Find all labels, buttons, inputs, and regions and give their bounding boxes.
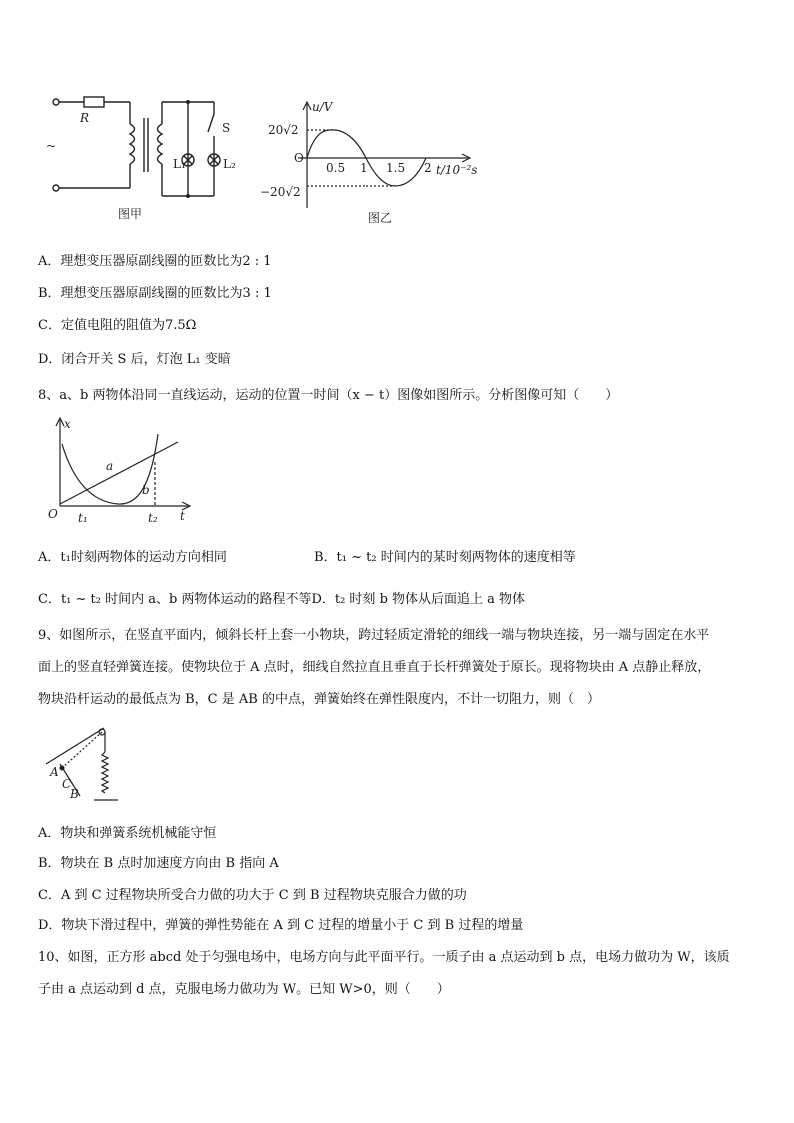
q8-option-b: B．t₁ ~ t₂ 时间内的某时刻两物体的速度相等: [314, 550, 576, 565]
q10-stem-1: 10、如图，正方形 abcd 处于匀强电场中，电场方向与此平面平行。一质子由 a 点运动到 b 点，电场力做功为 W，该质: [38, 950, 730, 965]
q7-option-d: D．闭合开关 S 后，灯泡 L₁ 变暗: [38, 352, 231, 367]
circuit-diagram: [18, 88, 258, 228]
q9-option-a: A．物块和弹簧系统机械能守恒: [38, 826, 217, 841]
incline-spring-figure: [40, 724, 130, 804]
resistor-label: R: [80, 111, 90, 125]
q9-option-d: D．物块下滑过程中，弹簧的弹性势能在 A 到 C 过程的增量小于 C 到 B 过程的增量: [38, 918, 524, 933]
q8-option-cd: C．t₁ ~ t₂ 时间内 a、b 两物体运动的路程不等D．t₂ 时刻 b 物体从后面追上 a 物体: [38, 592, 526, 607]
q8-option-a: A．t₁时刻两物体的运动方向相同: [38, 550, 227, 565]
xt-origin: O: [48, 507, 58, 521]
xt-x-label: x: [64, 417, 71, 431]
q8-stem: 8、a、b 两物体沿同一直线运动，运动的位置一时间（x − t）图像如图所示。分析图像可知（ ）: [38, 388, 619, 403]
xt-t1: t₁: [78, 511, 88, 525]
xt-t2: t₂: [148, 511, 158, 525]
graph-caption: 图乙: [368, 211, 393, 225]
xt-graph: [44, 414, 204, 530]
q9-stem-2: 面上的竖直轻弹簧连接。使物块位于 A 点时，细线自然拉直且垂直于长杆弹簧处于原长。现将物块由 A 点静止释放，: [38, 660, 711, 675]
xt-t-label: t: [180, 509, 185, 523]
xt-curve-b: b: [142, 483, 150, 497]
q7-option-a: A．理想变压器原副线圈的匝数比为2 : 1: [38, 254, 272, 269]
graph-tick-0: 0.5: [326, 161, 346, 175]
q9-stem-3: 物块沿杆运动的最低点为 B，C 是 AB 的中点，弹簧始终在弹性限度内，不计一切阻力，则（ ）: [38, 692, 600, 707]
switch-label: S: [222, 121, 231, 135]
graph-origin: O: [294, 151, 304, 165]
graph-ymax: 20√2: [268, 123, 299, 137]
q9-stem-1: 9、如图所示，在竖直平面内，倾斜长杆上套一小物块，跨过轻质定滑轮的细线一端与物块连接，另一端与固定在水平: [38, 628, 710, 643]
point-C: C: [62, 777, 72, 791]
point-A: A: [50, 765, 59, 779]
graph-ylabel: u/V: [312, 100, 333, 114]
graph-tick-1: 1: [360, 161, 368, 175]
q7-option-c: C．定值电阻的阻值为7.5Ω: [38, 318, 197, 333]
xt-line-a: a: [106, 459, 114, 473]
q7-option-b: B．理想变压器原副线圈的匝数比为3 : 1: [38, 286, 272, 301]
voltage-graph: [258, 96, 498, 228]
q10-stem-2: 子由 a 点运动到 d 点，克服电场力做功为 W。已知 W>0，则（ ）: [38, 982, 450, 997]
ac-source-symbol: ~: [46, 139, 57, 153]
lamp2-label: L₂: [223, 157, 236, 171]
graph-ymin: −20√2: [260, 185, 301, 199]
graph-tick-2: 1.5: [386, 161, 406, 175]
circuit-caption: 图甲: [118, 207, 143, 221]
lamp1-label: L₁: [173, 157, 186, 171]
graph-tick-3: 2: [424, 161, 432, 175]
graph-xlabel: t/10⁻²s: [436, 163, 478, 177]
q9-option-b: B．物块在 B 点时加速度方向由 B 指向 A: [38, 856, 279, 871]
q9-option-c: C．A 到 C 过程物块所受合力做的功大于 C 到 B 过程物块克服合力做的功: [38, 888, 467, 903]
point-B: B: [70, 787, 79, 801]
